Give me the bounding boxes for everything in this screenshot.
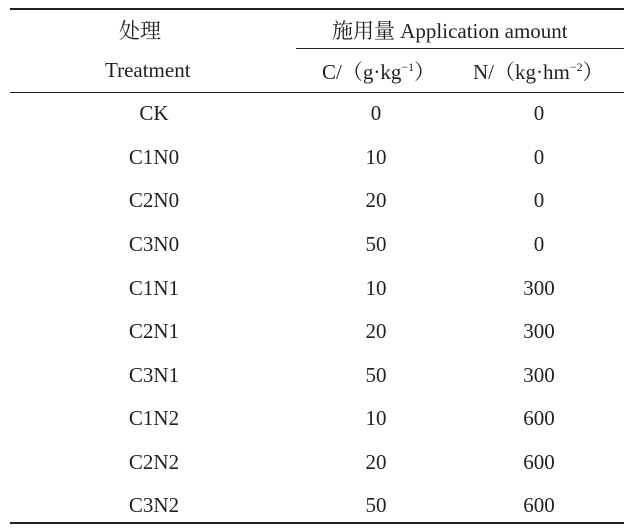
row-c-amount: 50: [365, 363, 387, 387]
row-treatment: C1N1: [128, 276, 180, 300]
header-n-unit: [473, 60, 604, 87]
row-treatment: C3N1: [128, 363, 180, 387]
row-n-amount: 600: [523, 493, 555, 517]
row-treatment: C2N1: [128, 319, 180, 343]
row-treatment: C3N2: [128, 493, 180, 517]
row-n-amount: 600: [523, 406, 555, 430]
row-n-amount: 0: [533, 188, 545, 212]
top-rule: [10, 8, 624, 10]
row-treatment: CK: [139, 101, 169, 125]
row-n-amount: 600: [523, 450, 555, 474]
row-c-amount: 50: [365, 232, 387, 256]
header-n-prefix: N/（kg·hm: [473, 60, 570, 84]
row-n-amount: 300: [523, 319, 555, 343]
header-application-amount: 施用量 Application amount: [332, 19, 568, 43]
row-n-amount: 300: [523, 363, 555, 387]
row-c-amount: 50: [365, 493, 387, 517]
row-c-amount: 0: [370, 101, 382, 125]
row-c-amount: 10: [365, 406, 387, 430]
row-treatment: C2N2: [128, 450, 180, 474]
row-treatment: C1N0: [128, 145, 180, 169]
group-underline: [296, 48, 624, 49]
row-n-amount: 300: [523, 276, 555, 300]
row-c-amount: 20: [365, 450, 387, 474]
row-n-amount: 0: [533, 145, 545, 169]
row-treatment: C1N2: [128, 406, 180, 430]
row-n-amount: 0: [533, 232, 545, 256]
row-treatment: C3N0: [128, 232, 180, 256]
header-n-exponent: −2: [569, 60, 583, 74]
header-c-prefix: C/（g·kg: [322, 60, 402, 84]
header-n-suffix: ）: [582, 60, 604, 84]
row-c-amount: 20: [365, 319, 387, 343]
row-c-amount: 10: [365, 145, 387, 169]
header-c-suffix: ）: [414, 60, 436, 84]
row-treatment: C2N0: [128, 188, 180, 212]
row-n-amount: 0: [533, 101, 545, 125]
bottom-rule: [10, 522, 624, 524]
header-treatment-en: Treatment: [105, 58, 191, 82]
row-c-amount: 20: [365, 188, 387, 212]
header-rule: [10, 92, 624, 93]
header-treatment-zh: 处理: [119, 19, 161, 43]
header-c-exponent: −1: [401, 60, 415, 74]
row-c-amount: 10: [365, 276, 387, 300]
header-c-unit: [322, 60, 435, 87]
